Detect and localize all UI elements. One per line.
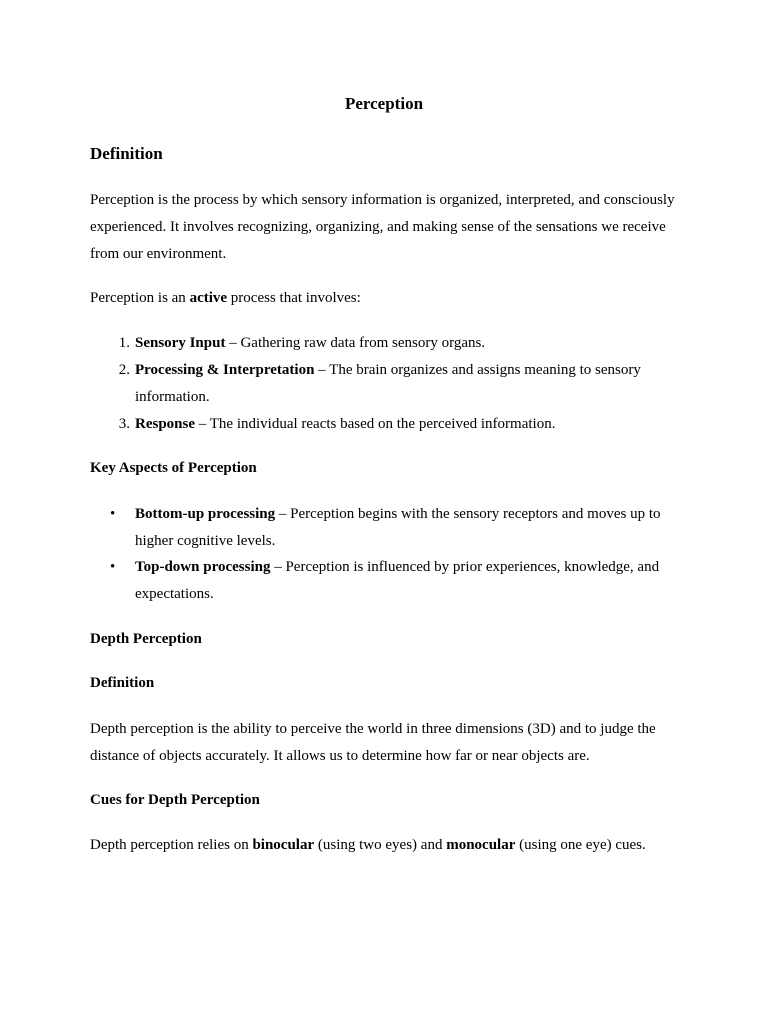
ordered-list-item bbox=[118, 330, 675, 357]
active-intro-bold: active bbox=[189, 290, 228, 306]
depth-perception-heading: Depth Perception bbox=[90, 631, 202, 647]
depth-definition-paragraph: Depth perception is the ability to perceive the world in three dimensions (3D) and to judge the distance of objects accurately. It allows us to determine how far or near objects are. bbox=[90, 721, 656, 764]
definition-paragraph: Perception is the process by which sensory information is organized, interpreted, and consciously experienced. It involves recognizing, organizing, and making sense of the sensations we receive from our environment. bbox=[90, 192, 675, 262]
active-intro-paragraph bbox=[90, 285, 686, 312]
list-item-text: – Gathering raw data from sensory organs. bbox=[225, 335, 486, 351]
cues-after: (using one eye) cues. bbox=[515, 837, 646, 853]
list-item-term: Response bbox=[135, 416, 196, 432]
list-item-term: Bottom-up processing bbox=[135, 506, 276, 522]
cues-paragraph bbox=[90, 832, 686, 859]
cues-monocular: monocular bbox=[446, 837, 516, 853]
bullet-marker: • bbox=[110, 506, 116, 522]
list-item-term: Top-down processing bbox=[135, 559, 271, 575]
key-aspects-heading: Key Aspects of Perception bbox=[90, 460, 257, 476]
list-number: 1. bbox=[118, 335, 130, 351]
list-item-term: Processing & Interpretation bbox=[135, 362, 315, 378]
active-intro-before: Perception is an bbox=[90, 290, 190, 306]
cues-before: Depth perception relies on bbox=[90, 837, 253, 853]
list-number: 2. bbox=[118, 362, 130, 378]
list-item-text: – Perception begins with the sensory receptors and moves up to higher cognitive levels. bbox=[135, 506, 661, 549]
cues-binocular: binocular bbox=[252, 837, 315, 853]
bullet-list-item bbox=[110, 501, 675, 555]
list-item-text: – The brain organizes and assigns meaning to sensory information. bbox=[135, 362, 641, 405]
ordered-list-item bbox=[118, 357, 675, 411]
list-number: 3. bbox=[118, 416, 130, 432]
bullet-list-item bbox=[110, 554, 675, 608]
page-title: Perception bbox=[344, 94, 424, 113]
bullet-marker: • bbox=[110, 559, 116, 575]
list-item-term: Sensory Input bbox=[135, 335, 226, 351]
list-item-text: – Perception is influenced by prior experiences, knowledge, and expectations. bbox=[135, 559, 660, 602]
ordered-list-item bbox=[118, 411, 675, 438]
list-item-text: – The individual reacts based on the perceived information. bbox=[195, 416, 556, 432]
definition-heading: Definition bbox=[90, 144, 163, 163]
cues-middle: (using two eyes) and bbox=[314, 837, 447, 853]
active-intro-after: process that involves: bbox=[227, 290, 361, 306]
cues-heading: Cues for Depth Perception bbox=[90, 792, 260, 808]
depth-definition-heading: Definition bbox=[90, 675, 155, 691]
